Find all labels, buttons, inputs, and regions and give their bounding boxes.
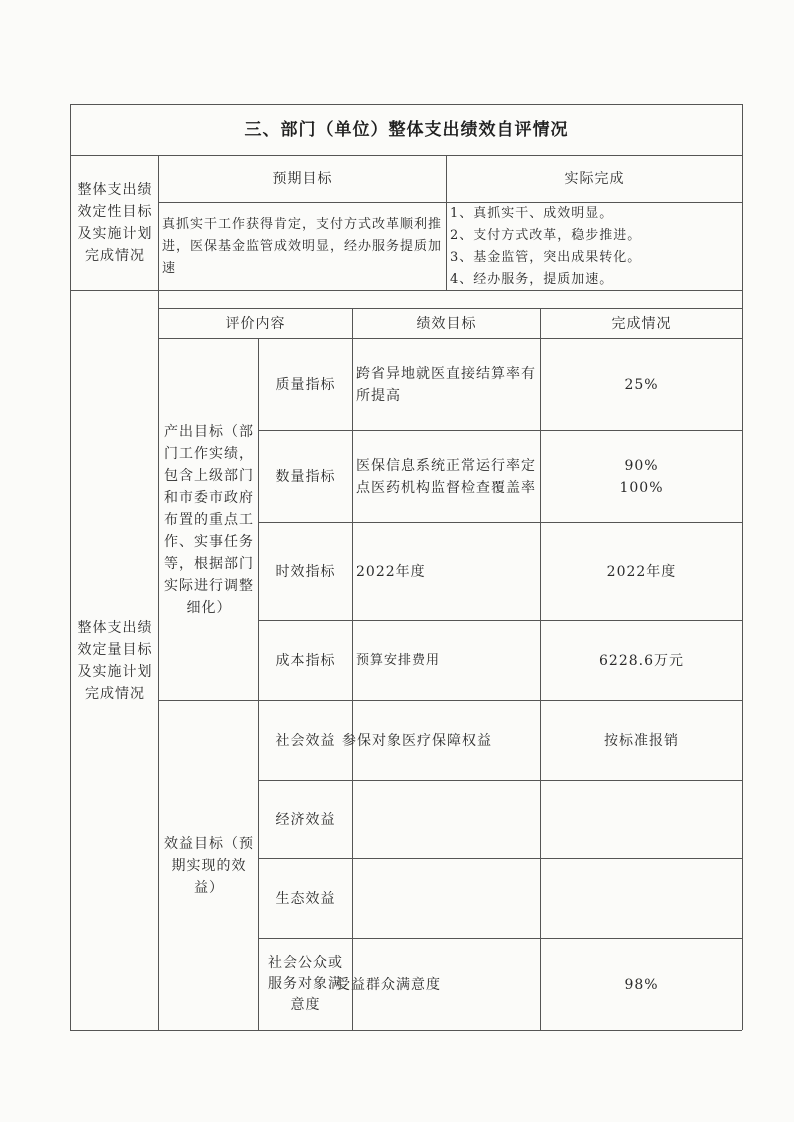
indicator-label: 成本指标: [275, 652, 336, 669]
indicator-label: 生态效益: [275, 890, 336, 907]
completion-value: 25%: [624, 376, 659, 393]
target-text: [356, 859, 538, 938]
completion-value: [541, 781, 742, 858]
page-title: 三、部门（单位）整体支出绩效自评情况: [244, 120, 569, 140]
indicator-label: 时效指标: [275, 563, 336, 580]
completion-value-line: 100%: [619, 479, 664, 496]
completion-value: 6228.6万元: [599, 652, 684, 669]
target-text: 跨省异地就医直接结算率有所提高: [356, 365, 536, 404]
eval-content-header: 评价内容: [225, 315, 286, 332]
target-text: 医保信息系统正常运行率定点医药机构监督检查覆盖率: [356, 457, 536, 496]
completion-value: [541, 431, 742, 522]
actual-item: 3、基金监管，突出成果转化。: [450, 249, 642, 265]
indicator-label: 经济效益: [275, 811, 336, 828]
target-header: 绩效目标: [416, 315, 477, 332]
completion-value: 2022年度: [606, 563, 677, 580]
target-text: 预算安排费用: [356, 652, 441, 668]
actual-header: 实际完成: [564, 171, 625, 187]
target-text: [356, 781, 538, 858]
actual-item: 1、真抓实干、成效明显。: [450, 205, 614, 221]
expected-header: 预期目标: [272, 171, 333, 187]
target-text: 受益群众满意度: [336, 976, 441, 993]
indicator-label: 数量指标: [275, 468, 336, 485]
completion-header: 完成情况: [611, 315, 672, 332]
benefit-group-label: 效益目标（预期实现的效益）: [164, 835, 254, 896]
completion-value: 98%: [624, 976, 659, 993]
indicator-label: 质量指标: [275, 376, 336, 393]
quantitative-label: 整体支出绩效定量目标及实施计划完成情况: [77, 619, 153, 702]
expected-text: 真抓实干工作获得肯定，支付方式改革顺利推进，医保基金监管成效明显，经办服务提质加速: [162, 216, 443, 276]
completion-value-line: 90%: [624, 457, 659, 474]
actual-list: [450, 203, 738, 290]
target-text: 参保对象医疗保障权益: [342, 732, 492, 749]
completion-value: [541, 859, 742, 938]
completion-value: 按标准报销: [604, 732, 679, 749]
actual-item: 2、支付方式改革，稳步推进。: [450, 227, 642, 243]
indicator-label: 社会公众或服务对象满意度: [268, 955, 343, 1013]
qualitative-label: 整体支出绩效定性目标及实施计划完成情况: [77, 182, 153, 264]
indicator-label: 社会效益: [275, 732, 336, 749]
target-text: 2022年度: [356, 563, 426, 580]
output-group-label: 产出目标（部门工作实绩，包含上级部门和市委市政府布置的重点工作、实事任务等，根据部门实际进行调整细化）: [164, 423, 254, 616]
actual-item: 4、经办服务，提质加速。: [450, 271, 614, 287]
